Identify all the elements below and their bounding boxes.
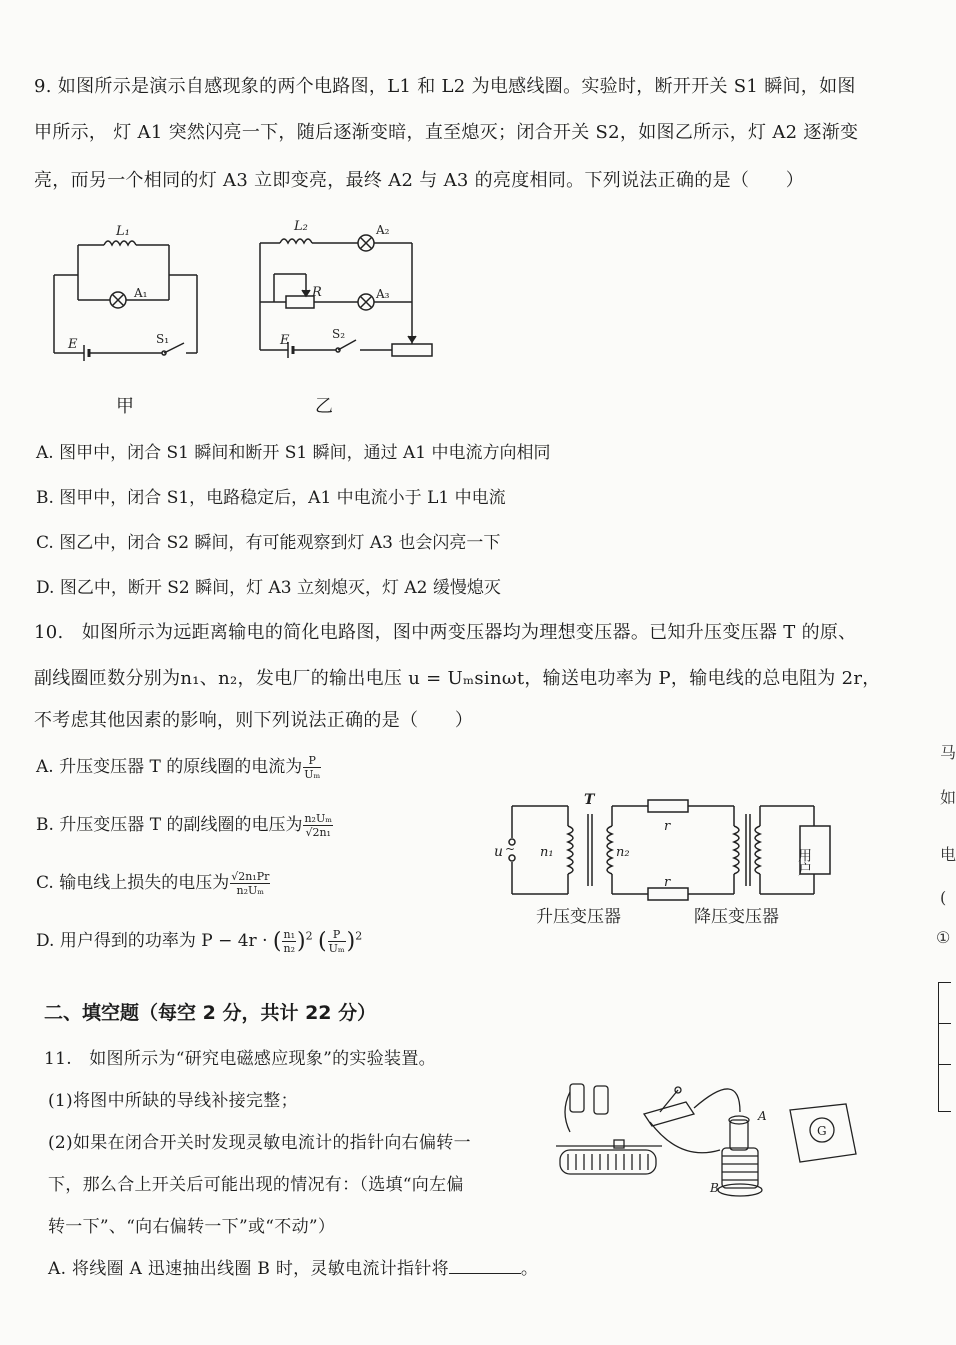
battery-cell-2 bbox=[594, 1086, 608, 1114]
q10-option-a-text: A. 升压变压器 T 的原线圈的电流为 bbox=[36, 757, 303, 777]
q10-label-step-up: 升压变压器 bbox=[536, 907, 621, 927]
q9-label-S1: S₁ bbox=[156, 332, 170, 346]
q9-option-d: D. 图乙中，断开 S2 瞬间，灯 A3 立刻熄灭，灯 A2 缓慢熄灭 bbox=[36, 578, 501, 598]
q10-option-d-u: Uₘ bbox=[328, 942, 345, 955]
q10-figure bbox=[488, 792, 848, 932]
q11-line5: 转一下”、“向右偏转一下”或“不动”） bbox=[48, 1217, 336, 1237]
q10-option-a-num: P bbox=[303, 754, 321, 768]
q10-label-r-top: r bbox=[664, 819, 671, 834]
q11-line4: 下，那么合上开关后可能出现的情况有：（选填“向左偏 bbox=[48, 1175, 464, 1195]
q10-label-r-bottom: r bbox=[664, 875, 671, 890]
edge-char-5: ① bbox=[936, 928, 951, 947]
q11-line6 bbox=[48, 1254, 538, 1279]
q11-label-A: A bbox=[758, 1109, 767, 1123]
q10-option-c-fraction bbox=[230, 870, 270, 897]
q10-option-b bbox=[36, 810, 334, 839]
q10-label-step-down: 降压变压器 bbox=[694, 907, 779, 927]
svg-text:~: ~ bbox=[505, 842, 516, 856]
q10-line1: 10. 如图所示为远距离输电的简化电路图，图中两变压器均为理想变压器。已知升压变压器 T 的原、 bbox=[34, 622, 857, 643]
q9-label-L1: L₁ bbox=[116, 224, 130, 239]
q9-label-A3: A₃ bbox=[376, 287, 390, 301]
q10-option-d: D. 用户得到的功率为 P − 4r · ( $\frac{\text{n₁}}{\text{n₂}}$ )$^2$ ( $\frac{P}{\text{Uₘ}}$ )$^2$ bbox=[36, 928, 363, 955]
q11-apparatus bbox=[550, 1072, 870, 1202]
q9-line3: 亮，而另一个相同的灯 A3 立即变亮，最终 A2 与 A3 的亮度相同。下列说法正确的是（ ） bbox=[34, 170, 805, 191]
q10-label-n2: n₂ bbox=[616, 845, 630, 860]
q9-label-S2: S₂ bbox=[332, 327, 346, 341]
q10-option-a-fraction bbox=[303, 754, 321, 781]
q9-line1: 9. 如图所示是演示自感现象的两个电路图，L1 和 L2 为电感线圈。实验时，断开开关 S1 瞬间，如图 bbox=[34, 76, 856, 97]
q9-label-L2: L₂ bbox=[294, 219, 308, 234]
q11-answer-blank[interactable] bbox=[449, 1273, 521, 1274]
q9-label-R: R bbox=[312, 285, 322, 300]
edge-char-2: 如 bbox=[940, 788, 956, 807]
q10-option-b-den: √2n₁ bbox=[305, 826, 331, 839]
q9-option-b: B. 图甲中，闭合 S1，电路稳定后，A1 中电流小于 L1 中电流 bbox=[36, 488, 506, 508]
edge-char-4: ( bbox=[940, 888, 947, 907]
q9-figure-right bbox=[250, 210, 450, 360]
q10-option-a bbox=[36, 752, 322, 781]
q10-option-d-exp1: 2 bbox=[305, 929, 313, 943]
q9-label-A2: A₂ bbox=[376, 223, 390, 237]
q10-option-b-fraction bbox=[303, 812, 333, 839]
switch-base bbox=[644, 1102, 694, 1126]
battery-cell-1 bbox=[570, 1084, 584, 1112]
q11-line1: 11. 如图所示为“研究电磁感应现象”的实验装置。 bbox=[44, 1049, 436, 1069]
q10-option-c bbox=[36, 868, 271, 897]
q9-option-a: A. 图甲中，闭合 S1 瞬间和断开 S1 瞬间，通过 A1 中电流方向相同 bbox=[36, 443, 551, 463]
q10-line2: 副线圈匝数分别为n₁、n₂，发电厂的输出电压 u = Uₘsinωt，输送电功率为 P，输电线的总电阻为 2r， bbox=[34, 668, 881, 689]
section-2-heading: 二、填空题（每空 2 分，共计 22 分） bbox=[44, 1002, 377, 1024]
coil-b bbox=[722, 1148, 758, 1188]
q9-label-E2: E bbox=[280, 333, 290, 348]
q10-option-b-text: B. 升压变压器 T 的副线圈的电压为 bbox=[36, 815, 303, 835]
q9-figure-right-caption: 乙 bbox=[315, 396, 333, 417]
q11-label-B: B bbox=[710, 1181, 719, 1195]
q11-line6-end: 。 bbox=[520, 1259, 539, 1279]
q9-figure-left bbox=[44, 215, 214, 365]
q10-option-d-n1: n₁ bbox=[283, 928, 295, 941]
q11-label-G: G bbox=[817, 1124, 827, 1138]
q11-line6-text: A. 将线圈 A 迅速抽出线圈 B 时，灵敏电流计指针将 bbox=[48, 1259, 449, 1279]
q10-option-c-text: C. 输电线上损失的电压为 bbox=[36, 873, 230, 893]
q10-label-T: T bbox=[584, 792, 595, 808]
q10-option-c-num: √2n₁Pr bbox=[231, 870, 270, 883]
q9-option-c: C. 图乙中，闭合 S2 瞬间，有可能观察到灯 A3 也会闪亮一下 bbox=[36, 533, 501, 553]
q11-line3: (2)如果在闭合开关时发现灵敏电流计的指针向右偏转一 bbox=[48, 1133, 471, 1153]
edge-char-1: 马 bbox=[940, 743, 956, 762]
q11-line2: (1)将图中所缺的导线补接完整； bbox=[48, 1091, 298, 1111]
q10-label-u: u bbox=[494, 844, 504, 860]
q9-label-A1: A₁ bbox=[134, 286, 148, 300]
q10-option-d-fraction1 bbox=[282, 928, 296, 955]
q9-label-E: E bbox=[68, 337, 78, 352]
q10-option-d-text: D. 用户得到的功率为 P − 4r · bbox=[36, 931, 268, 951]
q10-option-d-p: P bbox=[328, 928, 346, 942]
q10-option-d-n2: n₂ bbox=[283, 942, 295, 955]
q10-label-n1: n₁ bbox=[540, 845, 554, 860]
q9-figure-left-caption: 甲 bbox=[116, 396, 134, 417]
q10-label-user: 用户 bbox=[796, 848, 812, 876]
q10-option-a-den: Uₘ bbox=[304, 768, 321, 781]
q10-option-b-num: n₂Uₘ bbox=[304, 812, 332, 825]
q9-line2: 甲所示， 灯 A1 突然闪亮一下，随后逐渐变暗，直至熄灭；闭合开关 S2，如图乙所示，灯 A2 逐渐变 bbox=[34, 122, 859, 143]
edge-char-3: 电 bbox=[940, 845, 956, 864]
q10-line3: 不考虑其他因素的影响，则下列说法正确的是（ ） bbox=[34, 710, 474, 731]
edge-table-fragment bbox=[938, 982, 951, 1112]
q10-option-d-fraction2 bbox=[328, 928, 346, 955]
q10-option-c-den: n₂Uₘ bbox=[236, 884, 265, 897]
q10-option-d-exp2: 2 bbox=[355, 929, 363, 943]
